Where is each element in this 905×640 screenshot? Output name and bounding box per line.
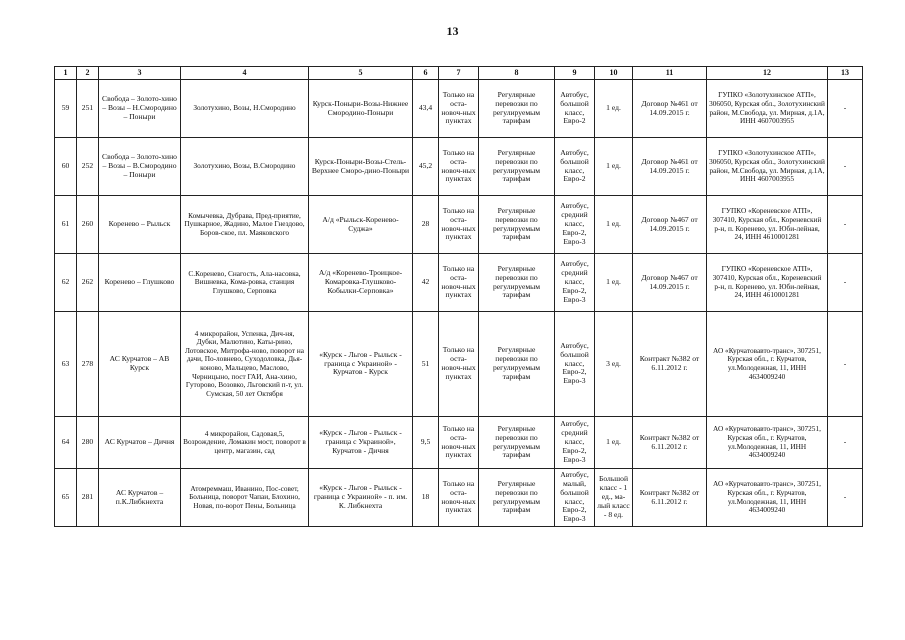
- cell-stops: С.Коренево, Снагость, Ала-насовка, Вишневка, Кома-ровка, станция Глушково, Серповка: [181, 254, 309, 312]
- cell-stops: Комычевка, Дубрава, Пред-приятие, Пушкарное, Жадино, Малое Гнездово, Боров-ское, пл. Маяковского: [181, 196, 309, 254]
- column-header: 5: [309, 67, 413, 80]
- cell-streets: «Курск - Льгов - Рыльск - граница с Украиной», Курчатов - Дичня: [309, 417, 413, 469]
- cell-stop-order: Только на оста-новоч-ных пунктах: [439, 469, 479, 527]
- cell-contract: Контракт №382 от 6.11.2012 г.: [633, 417, 707, 469]
- cell-transport-type: Регулярные перевозки по регулируемым тарифам: [479, 196, 555, 254]
- cell-route-name: АС Курчатов – п.К.Либкнехта: [99, 469, 181, 527]
- cell-streets: А/д «Коренево-Троицкое-Комаровка-Глушково-Кобылки-Серповка»: [309, 254, 413, 312]
- cell-carrier: АО «Курчатовавто-транс», 307251, Курская обл., г. Курчатов, ул.Молодежная, 11, ИНН 4634009240: [707, 312, 828, 417]
- cell-carrier: ГУПКО «Золотухинское АТП», 306050, Курская обл., Золотухинский район, М.Свобода, ул. Мирная, д.1А, ИНН 4607003955: [707, 80, 828, 138]
- cell-stop-order: Только на оста-новоч-ных пунктах: [439, 254, 479, 312]
- cell-note: -: [828, 254, 863, 312]
- cell-stop-order: Только на оста-новоч-ных пунктах: [439, 417, 479, 469]
- table-row: [55, 312, 863, 417]
- cell-seq: 59: [55, 80, 77, 138]
- table-row: [55, 417, 863, 469]
- column-header: 6: [413, 67, 439, 80]
- page-number: 13: [446, 24, 459, 38]
- cell-vehicle: Автобус, средний класс, Евро-2, Евро-3: [555, 417, 595, 469]
- column-header: 1: [55, 67, 77, 80]
- cell-streets: «Курск - Льгов - Рыльск - граница с Украиной» - п. им. К. Либкнехта: [309, 469, 413, 527]
- cell-stops: 4 микрорайон, Успенка, Дич-ня, Дубки, Малютино, Каты-рино, Лотовское, Митрофа-ново, поворот на дачи, По-ловнево, Суходоловка, Дья-коново, Мальцево, Маслово, Черницыно, пост ГАИ, Ана-хино, Гуторово, Возовко, Льговский п-т, ул. Сумская, 50 лет Октября: [181, 312, 309, 417]
- cell-transport-type: Регулярные перевозки по регулируемым тарифам: [479, 254, 555, 312]
- cell-route-number: 278: [77, 312, 99, 417]
- cell-carrier: АО «Курчатовавто-транс», 307251, Курская обл., г. Курчатов, ул.Молодежная, 11, ИНН 4634009240: [707, 417, 828, 469]
- cell-note: -: [828, 417, 863, 469]
- cell-contract: Договор №467 от 14.09.2015 г.: [633, 196, 707, 254]
- table-row: [55, 469, 863, 527]
- cell-route-name: АС Курчатов – АВ Курск: [99, 312, 181, 417]
- cell-count: 3 ед.: [595, 312, 633, 417]
- cell-transport-type: Регулярные перевозки по регулируемым тарифам: [479, 417, 555, 469]
- column-header: 7: [439, 67, 479, 80]
- cell-route-name: Коренево – Рыльск: [99, 196, 181, 254]
- cell-vehicle: Автобус, большой класс, Евро-2: [555, 138, 595, 196]
- cell-note: -: [828, 138, 863, 196]
- cell-carrier: АО «Курчатовавто-транс», 307251, Курская обл., г. Курчатов, ул.Молодежная, 11, ИНН 4634009240: [707, 469, 828, 527]
- cell-vehicle: Автобус, средний класс, Евро-2, Евро-3: [555, 196, 595, 254]
- cell-carrier: ГУПКО «Кореневское АТП», 307410, Курская обл., Кореневский р-н, п. Коренево, ул. Юби-лейная, 24, ИНН 4610001281: [707, 196, 828, 254]
- cell-vehicle: Автобус, большой класс, Евро-2: [555, 80, 595, 138]
- cell-count: Большой класс - 1 ед., ма-лый класс - 8 ед.: [595, 469, 633, 527]
- cell-transport-type: Регулярные перевозки по регулируемым тарифам: [479, 312, 555, 417]
- cell-route-number: 280: [77, 417, 99, 469]
- column-header: 9: [555, 67, 595, 80]
- routes-table: [54, 66, 863, 527]
- cell-seq: 63: [55, 312, 77, 417]
- cell-length: 9,5: [413, 417, 439, 469]
- cell-length: 45,2: [413, 138, 439, 196]
- cell-seq: 61: [55, 196, 77, 254]
- cell-stops: Золотухино, Возы, Н.Смородино: [181, 80, 309, 138]
- cell-count: 1 ед.: [595, 417, 633, 469]
- column-header: 4: [181, 67, 309, 80]
- column-header: 2: [77, 67, 99, 80]
- cell-count: 1 ед.: [595, 196, 633, 254]
- column-header: 8: [479, 67, 555, 80]
- cell-note: -: [828, 469, 863, 527]
- cell-vehicle: Автобус, малый, большой класс, Евро-2, Евро-3: [555, 469, 595, 527]
- cell-route-name: Свобода – Золото-хино – Возы – В.Смородино – Поныри: [99, 138, 181, 196]
- cell-route-name: АС Курчатов – Дичня: [99, 417, 181, 469]
- cell-seq: 60: [55, 138, 77, 196]
- cell-note: -: [828, 312, 863, 417]
- cell-stops: 4 микрорайон, Садовая,5, Возрождение, Ломакин мост, поворот в центр, магазин, сад: [181, 417, 309, 469]
- cell-streets: Курск-Поныри-Возы-Нижнее Смородино-Поныри: [309, 80, 413, 138]
- table-row: [55, 80, 863, 138]
- column-header: 3: [99, 67, 181, 80]
- cell-note: -: [828, 196, 863, 254]
- cell-route-number: 252: [77, 138, 99, 196]
- cell-route-number: 260: [77, 196, 99, 254]
- cell-transport-type: Регулярные перевозки по регулируемым тарифам: [479, 138, 555, 196]
- cell-stop-order: Только на оста-новоч-ных пунктах: [439, 196, 479, 254]
- cell-seq: 64: [55, 417, 77, 469]
- cell-contract: Договор №467 от 14.09.2015 г.: [633, 254, 707, 312]
- cell-route-name: Свобода – Золото-хино – Возы – Н.Смородино – Поныри: [99, 80, 181, 138]
- cell-length: 42: [413, 254, 439, 312]
- cell-stop-order: Только на оста-новоч-ных пунктах: [439, 312, 479, 417]
- cell-route-number: 281: [77, 469, 99, 527]
- column-header: 11: [633, 67, 707, 80]
- cell-stop-order: Только на оста-новоч-ных пунктах: [439, 138, 479, 196]
- column-header: 12: [707, 67, 828, 80]
- cell-streets: А/д «Рыльск-Коренево-Суджа»: [309, 196, 413, 254]
- cell-stops: Золотухино, Возы, В.Смородино: [181, 138, 309, 196]
- cell-stops: Атомреммаш, Иванино, Пос-совет, Больница, поворот Чапаи, Блохино, Новая, по-ворот Пены, Больница: [181, 469, 309, 527]
- cell-transport-type: Регулярные перевозки по регулируемым тарифам: [479, 80, 555, 138]
- cell-streets: «Курск - Льгов - Рыльск - граница с Украиной» - Курчатов - Курск: [309, 312, 413, 417]
- cell-vehicle: Автобус, средний класс, Евро-2, Евро-3: [555, 254, 595, 312]
- table-header-row: [55, 67, 863, 80]
- table-row: [55, 254, 863, 312]
- cell-seq: 65: [55, 469, 77, 527]
- cell-length: 18: [413, 469, 439, 527]
- cell-stop-order: Только на оста-новоч-ных пунктах: [439, 80, 479, 138]
- cell-route-number: 251: [77, 80, 99, 138]
- cell-note: -: [828, 80, 863, 138]
- table-row: [55, 196, 863, 254]
- cell-route-number: 262: [77, 254, 99, 312]
- cell-streets: Курск-Поныри-Возы-Стель-Верхнее Сморо-дино-Поныри: [309, 138, 413, 196]
- cell-length: 43,4: [413, 80, 439, 138]
- column-header: 13: [828, 67, 863, 80]
- cell-length: 28: [413, 196, 439, 254]
- cell-seq: 62: [55, 254, 77, 312]
- cell-vehicle: Автобус, большой класс, Евро-2, Евро-3: [555, 312, 595, 417]
- cell-route-name: Коренево – Глушково: [99, 254, 181, 312]
- column-header: 10: [595, 67, 633, 80]
- cell-contract: Контракт №382 от 6.11.2012 г.: [633, 469, 707, 527]
- cell-contract: Договор №461 от 14.09.2015 г.: [633, 80, 707, 138]
- table-row: [55, 138, 863, 196]
- cell-contract: Контракт №382 от 6.11.2012 г.: [633, 312, 707, 417]
- cell-length: 51: [413, 312, 439, 417]
- cell-contract: Договор №461 от 14.09.2015 г.: [633, 138, 707, 196]
- cell-count: 1 ед.: [595, 80, 633, 138]
- cell-carrier: ГУПКО «Золотухинское АТП», 306050, Курская обл., Золотухинский район, М.Свобода, ул. Мирная, д.1А, ИНН 4607003955: [707, 138, 828, 196]
- cell-count: 1 ед.: [595, 254, 633, 312]
- cell-transport-type: Регулярные перевозки по регулируемым тарифам: [479, 469, 555, 527]
- cell-carrier: ГУПКО «Кореневское АТП», 307410, Курская обл., Кореневский р-н, п. Коренево, ул. Юби-лейная, 24, ИНН 4610001281: [707, 254, 828, 312]
- cell-count: 1 ед.: [595, 138, 633, 196]
